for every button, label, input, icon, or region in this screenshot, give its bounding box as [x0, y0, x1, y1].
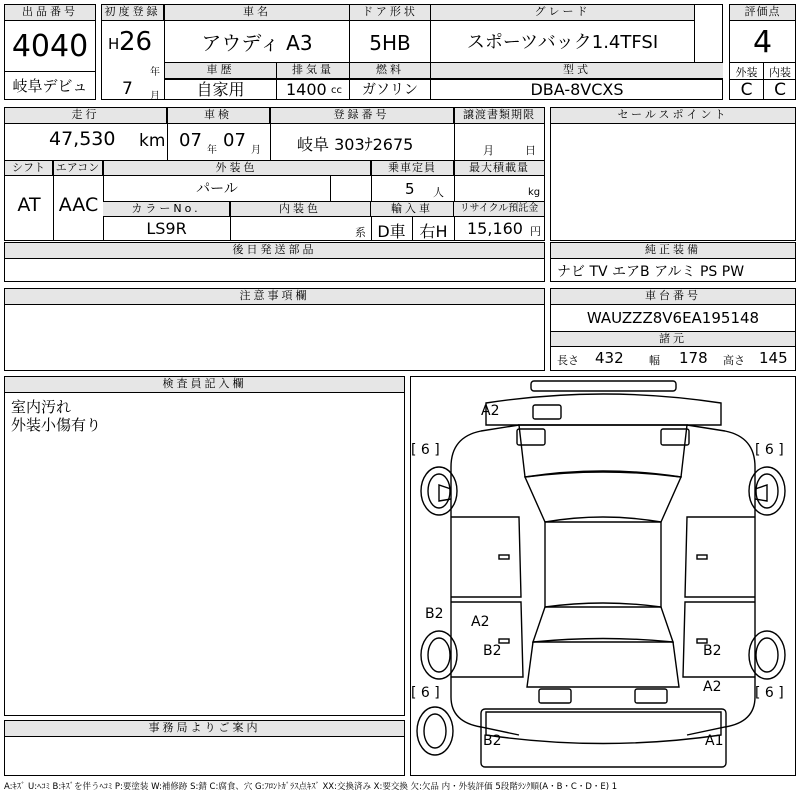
mark-tyre-rl: [ 6 ] [411, 685, 440, 701]
options-label: 純正装備 [551, 243, 795, 259]
mark-tyre-rr: [ 6 ] [755, 685, 784, 701]
mark-tyre-fl: [ 6 ] [411, 442, 440, 458]
plate-label: 登録番号 [270, 108, 454, 124]
import-dealer: D車 [377, 222, 406, 241]
grade-label: グレード [431, 5, 694, 21]
score-label: 評価点 [730, 5, 795, 21]
capacity-value: 5 [405, 180, 415, 198]
options-box [550, 242, 796, 282]
car-diagram [411, 377, 795, 775]
max-load-label: 最大積載量 [454, 161, 544, 176]
chassis-number: WAUZZZ8V6EA195148 [586, 309, 760, 327]
transfer-label: 譲渡書類期限 [454, 108, 544, 124]
score-box [729, 4, 796, 100]
width-value: 178 [679, 349, 708, 367]
displacement-value: 1400 [286, 80, 327, 99]
notes-box [4, 288, 545, 371]
office-box [4, 720, 405, 776]
mark-b2-lower: B2 [483, 643, 502, 659]
car-name-label: 車名 [165, 5, 349, 21]
ext-color-value: パール [196, 181, 238, 197]
inspector-box [4, 376, 405, 716]
fuel-label: 燃料 [350, 63, 430, 79]
width-label: 幅 [649, 354, 660, 367]
mark-a1-rear: A1 [705, 733, 724, 749]
recycle-label: リサイクル預託金 [454, 202, 544, 217]
int-color-label: 内装色 [230, 202, 371, 217]
car-diagram-box [410, 376, 796, 776]
chassis-box [550, 288, 796, 371]
door-label: ドア形状 [350, 5, 430, 21]
dims-label: 諸元 [551, 332, 795, 347]
history-value: 自家用 [196, 80, 245, 99]
first-reg-era: H [108, 35, 120, 53]
import-handle: 右H [419, 222, 448, 241]
capacity-unit: 人 [433, 186, 444, 199]
recycle-value: 15,160 [467, 219, 523, 238]
mark-tyre-fr: [ 6 ] [755, 442, 784, 458]
transfer-day-unit: 日 [525, 144, 536, 157]
int-score: C [774, 80, 786, 100]
int-score-label: 内装 [769, 66, 791, 79]
door-type: 5HB [369, 31, 411, 55]
options-value: ナビ TV エアB アルミ PS PW [557, 264, 745, 280]
color-no-value: LS9R [146, 219, 187, 238]
mark-b2-right: B2 [703, 643, 722, 659]
mark-b2-rear: B2 [483, 733, 502, 749]
ext-score-label: 外装 [735, 66, 758, 79]
inspector-line-1: 室内汚れ [11, 398, 72, 416]
car-name: アウディ A3 [201, 31, 313, 55]
int-color-unit: 系 [355, 226, 366, 239]
lot-number: 4040 [11, 29, 89, 64]
legend-text: A:ｷｽﾞ U:ﾍｺﾐ B:ｷｽﾞを伴うﾍｺﾐ P:要塗装 W:補修跡 S:錆 C:腐食、穴 G:ﾌﾛﾝﾄｶﾞﾗｽ点ｷｽﾞ XX:交換済み X:要交換 欠:欠品 内・外装評価 5段階ﾗﾝｸ順(A・B・C・D・E) 1 [4, 782, 618, 792]
mark-a2-top: A2 [481, 403, 500, 419]
length-value: 432 [595, 349, 624, 367]
later-parts-box [4, 242, 545, 282]
office-label: 事務局よりご案内 [5, 721, 404, 737]
first-reg-year: 26 [119, 27, 153, 57]
mark-b2-left: B2 [425, 606, 444, 622]
height-label: 高さ [723, 354, 745, 367]
transfer-month-unit: 月 [483, 144, 494, 157]
inspector-label: 検査員記入欄 [5, 377, 404, 393]
ext-score: C [740, 80, 753, 100]
shift-label: シフト [5, 161, 53, 176]
lot-box [4, 4, 96, 100]
inspection-month-unit: 月 [251, 145, 261, 156]
max-load-unit: kg [528, 187, 541, 198]
sales-point-label: セールスポイント [551, 108, 795, 124]
ext-color-label: 外装色 [103, 161, 371, 176]
model-code-label: 型式 [431, 63, 723, 79]
mileage-value: 47,530 [49, 128, 116, 150]
recycle-unit: 円 [530, 225, 541, 238]
model-code: DBA-8VCXS [530, 80, 624, 99]
grade: スポーツバック1.4TFSI [466, 32, 659, 53]
shift-value: AT [17, 194, 41, 216]
import-label: 輸入車 [371, 202, 454, 217]
later-parts-label: 後日発送部品 [5, 243, 544, 259]
inspection-month: 07 [223, 130, 246, 151]
mark-a2-mid: A2 [471, 614, 490, 630]
inspection-label: 車検 [167, 108, 270, 124]
plate-number: 岐阜 303ﾅ2675 [297, 135, 414, 154]
displacement-label: 排気量 [277, 63, 349, 79]
lot-label: 出品番号 [5, 5, 95, 21]
capacity-label: 乗車定員 [371, 161, 454, 176]
first-reg-year-unit: 年 [150, 67, 160, 78]
vehicle-header-box [101, 4, 723, 100]
mileage-unit: km [139, 131, 166, 151]
fuel-value: ガソリン [362, 82, 418, 98]
length-label: 長さ [557, 354, 579, 367]
sales-point-box [550, 107, 796, 241]
aircon-value: AAC [58, 194, 99, 216]
displacement-unit: cc [331, 85, 342, 96]
height-value: 145 [759, 349, 788, 367]
mileage-label: 走行 [5, 108, 167, 124]
notes-label: 注意事項欄 [5, 289, 544, 305]
venue-name: 岐阜デビュ [12, 77, 88, 95]
score-value: 4 [752, 25, 773, 60]
inspector-line-2: 外装小傷有り [11, 416, 102, 434]
first-reg-label: 初度登録 [102, 5, 164, 21]
inspection-year: 07 [179, 130, 202, 151]
inspection-year-unit: 年 [207, 145, 217, 156]
first-reg-month-unit: 月 [150, 91, 160, 102]
history-label: 車歴 [165, 63, 276, 79]
detail-box [4, 107, 545, 241]
first-reg-month: 7 [122, 79, 133, 99]
chassis-label: 車台番号 [551, 289, 795, 305]
mark-a2-right: A2 [703, 679, 722, 695]
color-no-label: カラーNo. [103, 202, 230, 217]
aircon-label: エアコン [53, 161, 103, 176]
